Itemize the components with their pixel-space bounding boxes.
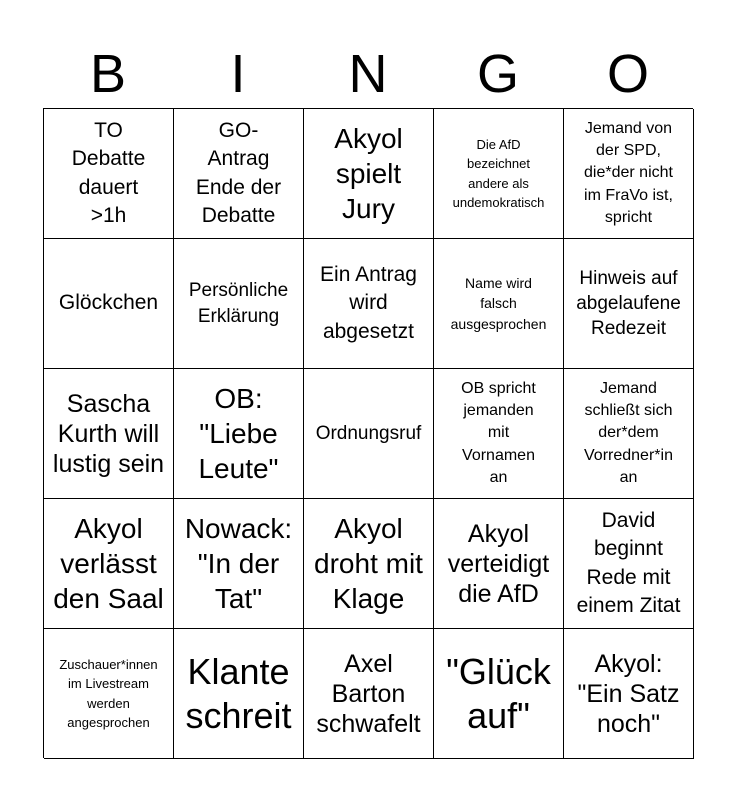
bingo-cell-r4-c2[interactable]: Nowack: "In der Tat" (174, 499, 304, 629)
header-letter-g: G (476, 44, 519, 104)
header-letter-b: B (89, 44, 127, 104)
bingo-cell-r5-c5[interactable]: Akyol: "Ein Satz noch" (564, 629, 694, 759)
bingo-cell-r2-c3[interactable]: Ein Antrag wird abgesetzt (304, 239, 434, 369)
bingo-cell-r3-c2[interactable]: OB: "Liebe Leute" (174, 369, 304, 499)
header-letter-o: O (606, 44, 649, 104)
bingo-cell-r5-c4[interactable]: "Glück auf" (434, 629, 564, 759)
header-letter-i: I (230, 44, 246, 104)
bingo-cell-r4-c1[interactable]: Akyol verlässt den Saal (44, 499, 174, 629)
bingo-cell-r2-c2[interactable]: Persönliche Erklärung (174, 239, 304, 369)
bingo-header (43, 40, 693, 108)
bingo-cell-r3-c5[interactable]: Jemand schließt sich der*dem Vorredner*in an (564, 369, 694, 499)
bingo-cell-r1-c4[interactable]: Die AfD bezeichnet andere als undemokratisch (434, 109, 564, 239)
bingo-cell-r1-c5[interactable]: Jemand von der SPD, die*der nicht im FraVo ist, spricht (564, 109, 694, 239)
bingo-cell-r1-c1[interactable]: TO Debatte dauert >1h (44, 109, 174, 239)
bingo-cell-r5-c2[interactable]: Klante schreit (174, 629, 304, 759)
bingo-card (43, 108, 693, 758)
bingo-cell-r5-c3[interactable]: Axel Barton schwafelt (304, 629, 434, 759)
bingo-cell-r2-c1[interactable]: Glöckchen (44, 239, 174, 369)
bingo-cell-r4-c5[interactable]: David beginnt Rede mit einem Zitat (564, 499, 694, 629)
bingo-cell-r1-c2[interactable]: GO- Antrag Ende der Debatte (174, 109, 304, 239)
bingo-cell-r4-c3[interactable]: Akyol droht mit Klage (304, 499, 434, 629)
bingo-cell-r2-c5[interactable]: Hinweis auf abgelaufene Redezeit (564, 239, 694, 369)
bingo-cell-r1-c3[interactable]: Akyol spielt Jury (304, 109, 434, 239)
bingo-cell-r3-c1[interactable]: Sascha Kurth will lustig sein (44, 369, 174, 499)
bingo-cell-r3-c3[interactable]: Ordnungsruf (304, 369, 434, 499)
bingo-cell-r2-c4[interactable]: Name wird falsch ausgesprochen (434, 239, 564, 369)
bingo-cell-r5-c1[interactable]: Zuschauer*innen im Livestream werden angesprochen (44, 629, 174, 759)
bingo-cell-r4-c4[interactable]: Akyol verteidigt die AfD (434, 499, 564, 629)
header-letter-n: N (348, 44, 388, 104)
bingo-cell-r3-c4[interactable]: OB spricht jemanden mit Vornamen an (434, 369, 564, 499)
